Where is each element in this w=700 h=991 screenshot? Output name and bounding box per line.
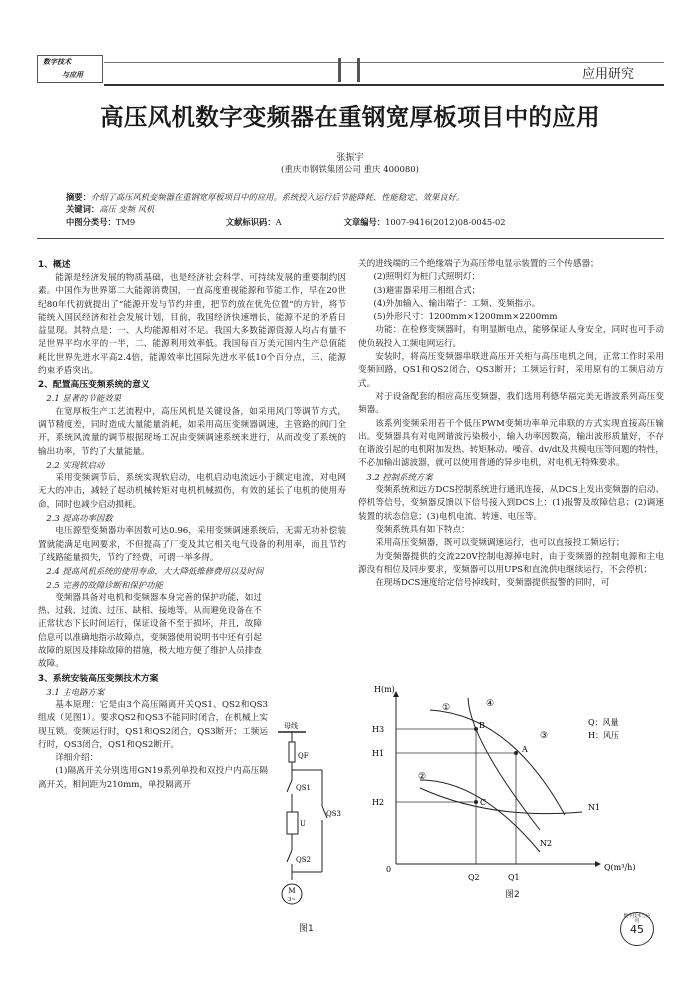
subsection-heading: 3.1 主电路方案 (46, 686, 105, 697)
column-left (38, 258, 346, 792)
section-heading: 1、概述 (38, 260, 71, 270)
paragraph: 功能：在检修变频器时，有明显断电点，能够保证人身安全，同时也可手动使负载投入工频电网运行。 (358, 325, 664, 349)
paragraph: 变频器具备对电机和变频器本身完善的保护功能，如过热、过载、过流、过压、缺相、接地等，从而避免设备在不正常状态下长时间运行，保证设备不至于损坏，并且，故障信息可以准确地指示故障点，变频器使用说明书中还有引起故障的原因及排除故障的措施，极大地方便了维护人员排查故障。 (38, 592, 262, 670)
figure-1-circuit (270, 720, 350, 920)
q1-tick: Q1 (508, 873, 520, 882)
subsection-heading: 2.4 提高风机系统的使用寿命，大大降低维修费用以及时间 (46, 566, 264, 577)
legend-h: H：风压 (588, 731, 619, 740)
subsection-heading: 2.2 实现软启动 (46, 459, 105, 470)
curve-3-system-n1 (420, 788, 582, 814)
qs2-switch (287, 850, 292, 862)
section-heading: 2、配置高压变频系统的意义 (38, 380, 150, 391)
origin-label: 0 (386, 865, 392, 874)
paragraph: 该系列变频采用若干个低压PWM变频功率单元串联的方式实现直接高压输出。变频器具有对电网谐波污染极小，输入功率因数高，输出波形质量好，不存在谐波引起的电机附加发热、转矩脉动、噪音、dv/dt及共模电压等问题的特性，不必加输出滤波器，就可以使用普通的异步电机，对电机无特殊要求。 (358, 418, 664, 469)
list-item: (3)避雷器采用三相组合式； (373, 285, 481, 296)
list-item: (4)外加输入、输出端子：工频、变频指示。 (373, 298, 541, 309)
qf-breaker (289, 742, 295, 762)
curve-3-marker: ③ (540, 731, 549, 741)
subsection-heading: 2.3 提高功率因数 (46, 513, 113, 524)
paper-title: 高压风机数字变频器在重钢宽厚板项目中的应用 (100, 103, 600, 131)
paragraph: 能源是经济发展的物质基础，也是经济社会科学、可持续发展的重要制约因素。中国作为世界第二大能源消费国，一直高度重视能源和节能工作，早在20世纪80年代初就提出了“能源开发与节约并重，把节约放在优先位置”的方针，将节能统入国民经济和社会发展计划，目前，我国经济快速增长，能源不足的矛盾日益显现。其特点是：一、人均能源相对不足。我国大多数能源资源人均占有量不足世界平均水平的一半，二、能源利用效率低。我国每百万美元国内生产总值能耗比世界先进水平高2.4倍，能源效率比国际先进水平低10个百分点，三、能源约束矛盾突出。 (38, 273, 346, 377)
motor-label: M (288, 887, 296, 895)
paragraph: 关的进线端的三个绝缘端子为高压带电显示装置的三个传感器； (358, 259, 599, 269)
header-bars (338, 58, 360, 82)
paragraph: 基本原理：它是由3个高压隔离开关QS1、QS2和QS3组成（见图1）。要求QS2和QS3不能同时闭合，在机械上实现互锁。变频运行时，QS1和QS2闭合，QS3断开；工频运行时，QS3闭合，QS1和QS2断开。 (38, 699, 268, 750)
clc-value: TM9 (115, 216, 136, 227)
header-logo-line1: 数字技术 (43, 57, 71, 66)
column-right (358, 258, 664, 590)
curve-2-marker: ② (418, 772, 427, 782)
subsection-heading: 3.2 控制系统方案 (366, 471, 433, 482)
paragraph: 变频系统和远方DCS控制系统进行通讯连接，从DCS上发出变频器的启动、停机等信号，变频器反馈以下信号接入到DCS上：(1)报警及故障信息；(2)调速装置的状态信息；(3)电机电流、转速、电压等。 (358, 485, 664, 522)
curve-2-fan-reduced-speed (420, 780, 540, 852)
curve-4-marker: ④ (486, 699, 495, 709)
list-item: (5)外形尺寸：1200mm×1200mm×2200mm (373, 312, 558, 323)
page-number: 45 (630, 923, 644, 936)
qs2-label: QS2 (296, 856, 311, 864)
badge-text: 数字技术与应用 (623, 914, 651, 924)
subsection-heading: 2.5 完善的故障诊断和保护功能 (46, 579, 163, 590)
qf-label: QF (298, 752, 309, 760)
section-heading: 3、系统安装高压变频技术方案 (38, 673, 159, 684)
n2-label: N2 (540, 839, 553, 848)
u-label: U (300, 820, 306, 828)
header-column-title: 应用研究 (582, 67, 635, 82)
paragraph: 电压源型变频器功率因数可达0.96，采用变频调速系统后，无需无功补偿装置就能满足电网要求，不但提高了厂变及其它相关电气设备的利用率，而且节约了线路能量损失，节约了经费，可谓一举多得。 (38, 526, 346, 563)
affiliation: (重庆市钢铁集团公司 重庆 400080) (281, 165, 419, 175)
point-a (514, 751, 518, 755)
paragraph: 对于设备配套的相应高压变频器，我们选用利德华福完美无谐波系列高压变频器。 (358, 391, 664, 416)
paragraph: 采用变频调节后，系统实现软启动，电机启动电流远小于额定电流，对电网无大的冲击，减轻了起动机械转矩对电机机械损伤，有效的延长了电机的使用寿命，同时也减少启动损耗。 (38, 473, 346, 510)
keywords-label: 关键词： (66, 204, 100, 215)
paragraph: (1)隔离开关分别选用GN19系列单投和双投户内高压隔离开关，相间距为210mm，单投隔离开 (38, 766, 268, 790)
article-label: 文章编号： (343, 216, 386, 227)
h2-tick: H2 (372, 798, 385, 807)
y-axis-label: H(m) (374, 685, 395, 694)
paragraph: 在现场DCS速度给定信号掉线时，变频器提供报警的同时，可 (375, 578, 610, 589)
article-value: 1007-9416(2012)08-0045-02 (385, 216, 506, 227)
h1-tick: H1 (372, 749, 385, 758)
subsection-heading: 2.1 显著的节能效果 (46, 393, 121, 404)
figure-2-caption: 图2 (505, 890, 520, 900)
q2-tick: Q2 (468, 873, 480, 882)
qs1-label: QS1 (296, 784, 311, 792)
header-logo-line2: 与应用 (62, 70, 83, 79)
paragraph: 安装时，将高压变频器串联进高压开关柜与高压电机之间，正常工作时采用变频回路，QS1和QS2闭合，QS3断开；工频运行时，采用原有的工频启动方式。 (358, 352, 664, 389)
point-b (474, 727, 478, 731)
qs1-switch (287, 780, 292, 792)
keywords-text: 高压 变频 风机 (99, 204, 155, 215)
point-b-label: B (479, 721, 485, 730)
u-converter (287, 812, 298, 834)
list-item: (2)照明灯为桩门式照明灯； (373, 272, 481, 283)
point-a-label: A (522, 745, 528, 754)
qs3-label: QS3 (326, 810, 341, 818)
h3-tick: H3 (372, 725, 385, 734)
paragraph: 变频系统具有如下特点： (375, 524, 470, 535)
paragraph: 详细介绍： (55, 753, 99, 764)
curve-4-system-n2 (468, 698, 540, 830)
bus-label: 母线 (284, 722, 298, 730)
author: 张振宇 (336, 153, 364, 163)
doc-value: A (275, 216, 282, 227)
point-c-label: C (480, 798, 487, 807)
paragraph: 为变频器提供的交流220V控制电源掉电时，由于变频器的控制电源和主电源没有相位及同步要求，变频器可以用UPS和直流供电继续运行，不会停机； (358, 551, 664, 575)
header-rule-top (104, 62, 664, 63)
legend-q: Q：风量 (588, 718, 619, 727)
x-axis-label: Q(m³/h) (604, 863, 636, 872)
curve-1-marker: ① (442, 703, 451, 713)
header-rule (104, 84, 664, 86)
abstract-text: 介绍了高压风机变频器在重钢宽厚板项目中的应用。系统投入运行后节能降耗、性能稳定、效果良好。 (90, 192, 465, 202)
paragraph: 在宽厚板生产工艺流程中，高压风机是关键设备，如采用风门等调节方式，调节精度差，同时造成大量能量消耗，如采用高压变频器调速，主管路的阀门全开，系统风流量的调节根据现场工况由变频调速系统来进行，从而改变了系统的输出功率，节约了大量能量。 (38, 406, 346, 457)
figure-1-caption: 图1 (299, 924, 314, 934)
paragraph: 采用高压变频器，既可以变频调速运行，也可以直接投工频运行； (375, 538, 625, 549)
doc-label: 文献标识码： (225, 216, 276, 227)
abstract-rule (37, 238, 664, 239)
clc-label: 中图分类号： (66, 216, 116, 227)
n1-label: N1 (588, 803, 601, 812)
figure-2-fan-curve (360, 680, 670, 890)
point-c (474, 800, 478, 804)
abstract-label: 摘要： (66, 192, 91, 202)
abstract (66, 191, 666, 228)
motor-sub: 3~ (287, 897, 297, 903)
